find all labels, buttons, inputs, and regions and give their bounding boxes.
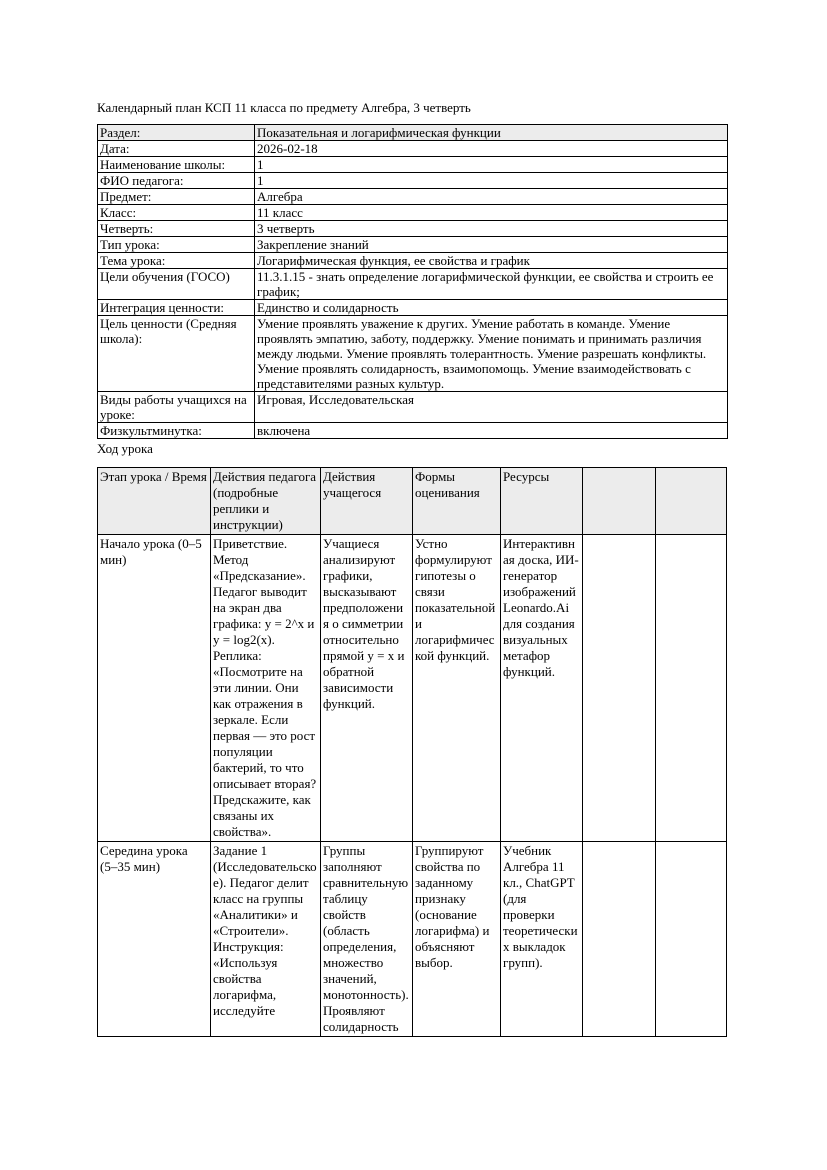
flow-cell-empty-2 xyxy=(656,535,727,842)
flow-header-row xyxy=(98,468,727,535)
flow-row-lesson-start xyxy=(98,535,727,842)
info-row xyxy=(98,237,728,253)
column-header-assessment: Формы оценивания xyxy=(413,468,501,535)
info-value-cell: Логарифмическая функция, ее свойства и график xyxy=(255,253,728,269)
info-label-cell: Наименование школы: xyxy=(98,157,255,173)
info-value-cell: 1 xyxy=(255,173,728,189)
info-row xyxy=(98,316,728,392)
info-label-cell: Виды работы учащихся на уроке: xyxy=(98,392,255,423)
info-label-cell: Интеграция ценности: xyxy=(98,300,255,316)
info-row xyxy=(98,189,728,205)
flow-cell-empty-1 xyxy=(583,842,656,1037)
flow-row-lesson-middle xyxy=(98,842,727,1037)
column-header-empty-1 xyxy=(583,468,656,535)
flow-cell-resources: Интерактивная доска, ИИ-генератор изображений Leonardo.Ai для создания визуальных метафор функций. xyxy=(501,535,583,842)
info-row xyxy=(98,221,728,237)
flow-cell-assessment: Устно формулируют гипотезы о связи показательной и логарифмической функций. xyxy=(413,535,501,842)
info-row xyxy=(98,125,728,141)
info-value-cell: 1 xyxy=(255,157,728,173)
info-label-cell: Цели обучения (ГОСО) xyxy=(98,269,255,300)
info-row xyxy=(98,205,728,221)
flow-cell-teacher-actions: Приветствие. Метод «Предсказание». Педагог выводит на экран два графика: y = 2^x и y = log2(x). Реплика: «Посмотрите на эти линии. Они как отражения в зеркале. Если первая — это рост популяции бактерий, то что описывает вторая? Предскажите, как связаны их свойства». xyxy=(211,535,321,842)
flow-cell-assessment: Группируют свойства по заданному признаку (основание логарифма) и объясняют выбор. xyxy=(413,842,501,1037)
info-value-cell: 3 четверть xyxy=(255,221,728,237)
info-label-cell: Дата: xyxy=(98,141,255,157)
info-label-cell: Физкультминутка: xyxy=(98,423,255,439)
info-value-cell: 11 класс xyxy=(255,205,728,221)
info-label-cell: Цель ценности (Средняя школа): xyxy=(98,316,255,392)
column-header-teacher-actions: Действия педагога (подробные реплики и инструкции) xyxy=(211,468,321,535)
info-value-cell: Алгебра xyxy=(255,189,728,205)
lesson-info-table xyxy=(97,124,728,439)
info-label-cell: Тип урока: xyxy=(98,237,255,253)
flow-cell-student-actions: Группы заполняют сравнительную таблицу свойств (область определения, множество значений, монотонность). Проявляют солидарность xyxy=(321,842,413,1037)
info-row xyxy=(98,173,728,189)
flow-cell-resources: Учебник Алгебра 11 кл., ChatGPT (для проверки теоретических выкладок групп). xyxy=(501,842,583,1037)
column-header-resources: Ресурсы xyxy=(501,468,583,535)
info-label-cell: Раздел: xyxy=(98,125,255,141)
column-header-empty-2 xyxy=(656,468,727,535)
flow-cell-stage: Начало урока (0–5 мин) xyxy=(98,535,211,842)
flow-cell-empty-2 xyxy=(656,842,727,1037)
info-value-cell: Единство и солидарность xyxy=(255,300,728,316)
lesson-flow-table xyxy=(97,467,727,1037)
info-label-cell: Четверть: xyxy=(98,221,255,237)
info-row xyxy=(98,392,728,423)
info-value-cell: Показательная и логарифмическая функции xyxy=(255,125,728,141)
info-label-cell: Тема урока: xyxy=(98,253,255,269)
flow-cell-teacher-actions: Задание 1 (Исследовательское). Педагог делит класс на группы «Аналитики» и «Строители». Инструкция: «Используя свойства логарифма, исследуйте xyxy=(211,842,321,1037)
info-row xyxy=(98,157,728,173)
flow-cell-empty-1 xyxy=(583,535,656,842)
info-value-cell: Игровая, Исследовательская xyxy=(255,392,728,423)
document-title: Календарный план КСП 11 класса по предмету Алгебра, 3 четверть xyxy=(97,100,471,115)
info-value-cell: 2026-02-18 xyxy=(255,141,728,157)
flow-cell-student-actions: Учащиеся анализируют графики, высказывают предположения о симметрии относительно прямой y = x и обратной зависимости функций. xyxy=(321,535,413,842)
info-label-cell: Предмет: xyxy=(98,189,255,205)
info-row xyxy=(98,269,728,300)
info-value-cell: 11.3.1.15 - знать определение логарифмической функции, ее свойства и строить ее график; xyxy=(255,269,728,300)
document-content xyxy=(97,100,727,1037)
info-value-cell: включена xyxy=(255,423,728,439)
info-row xyxy=(98,253,728,269)
info-row xyxy=(98,423,728,439)
info-value-cell: Умение проявлять уважение к других. Умение работать в команде. Умение проявлять эмпатию, заботу, поддержку. Умение понимать и принимать различия между людьми. Умение проявлять толерантность. Умение разрешать конфликты. Умение проявлять солидарность, взаимопомощь. Умение взаимодействовать с представителями разных культур. xyxy=(255,316,728,392)
flow-cell-stage: Середина урока (5–35 мин) xyxy=(98,842,211,1037)
column-header-stage: Этап урока / Время xyxy=(98,468,211,535)
info-row xyxy=(98,141,728,157)
info-label-cell: ФИО педагога: xyxy=(98,173,255,189)
info-label-cell: Класс: xyxy=(98,205,255,221)
info-row xyxy=(98,300,728,316)
column-header-student-actions: Действия учащегося xyxy=(321,468,413,535)
info-value-cell: Закрепление знаний xyxy=(255,237,728,253)
section-label: Ход урока xyxy=(97,441,153,456)
